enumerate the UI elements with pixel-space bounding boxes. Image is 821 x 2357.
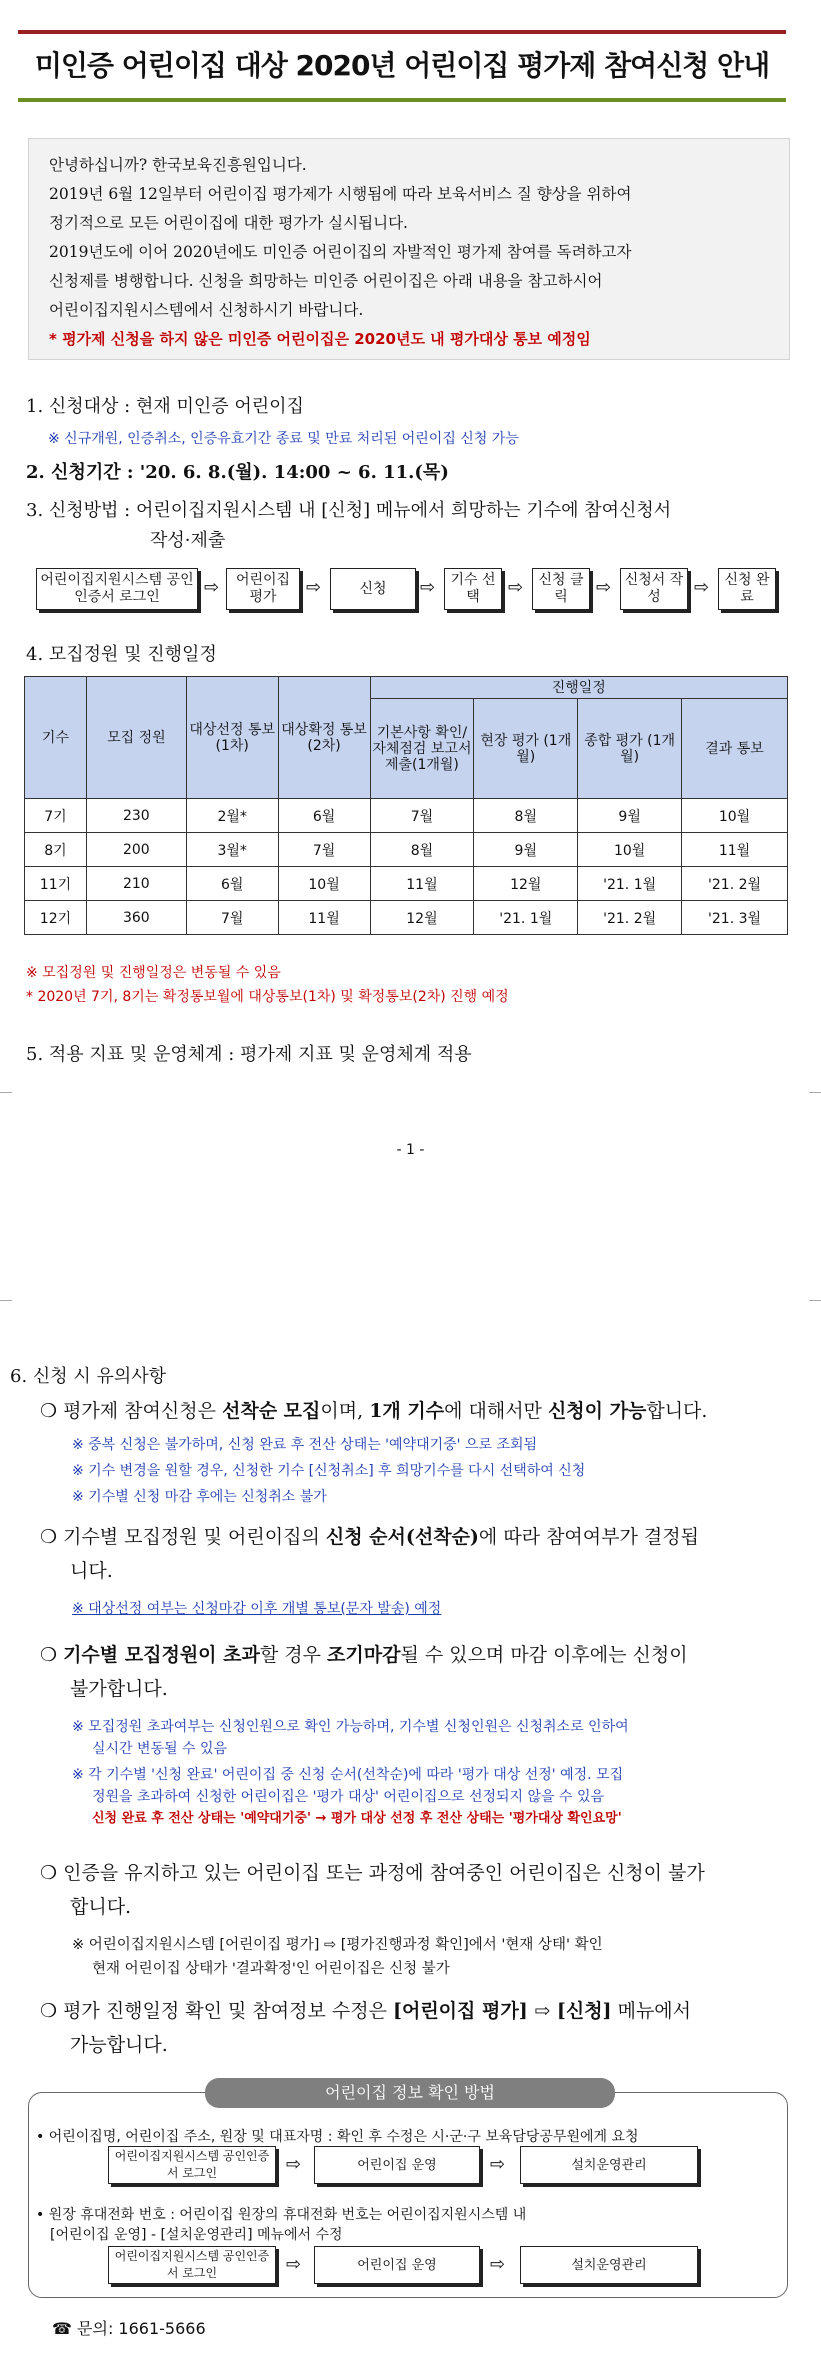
arrow-icon: ⇨ — [286, 2254, 302, 2275]
flow-step-apply: 신청 — [330, 568, 416, 610]
table-cell: 210 — [86, 867, 186, 901]
notice-1-note: ※ 중복 신청은 불가하며, 신청 완료 후 전산 상태는 '예약대기중' 으로 조회됨 — [72, 1437, 538, 1453]
header-notify-2: 대상확정 통보(2차) — [278, 677, 370, 799]
section-5-heading: 5. 적용 지표 및 운영체계 : 평가제 지표 및 운영체계 적용 — [26, 1044, 472, 1065]
table-cell: 7월 — [370, 799, 474, 833]
table-cell: 12월 — [370, 901, 474, 935]
table-cell: 2월* — [186, 799, 278, 833]
notice-item-5: ❍ 평가 진행일정 확인 및 참여정보 수정은 [어린이집 평가] ⇨ [신청] 메뉴에서 — [40, 2000, 692, 2022]
table-cell: 10월 — [682, 799, 788, 833]
notice-3-status-note: 신청 완료 후 전산 상태는 '예약대기중' → 평가 대상 선정 후 전산 상태는 '평가대상 확인요망' — [92, 1811, 622, 1826]
table-cell: 11월 — [682, 833, 788, 867]
contact-line — [52, 2316, 206, 2339]
page-corner-mark — [0, 1300, 12, 1301]
arrow-icon: ⇨ — [694, 577, 710, 598]
flow-step-write: 신청서 작성 — [620, 568, 688, 610]
arrow-icon: ⇨ — [286, 2154, 302, 2175]
notice-item-4-cont: 합니다. — [70, 1896, 132, 1918]
intro-note: * 평가제 신청을 하지 않은 미인증 어린이집은 2020년도 내 평가대상 통보 예정임 — [49, 330, 591, 348]
schedule-table — [24, 676, 788, 935]
flow-step-click: 신청 클릭 — [532, 568, 590, 610]
notice-2-note: ※ 대상선정 여부는 신청마감 이후 개별 통보(문자 발송) 예정 — [72, 1601, 442, 1617]
section-1-note: ※ 신규개원, 인증취소, 인증유효기간 종료 및 만료 처리된 어린이집 신청 가능 — [48, 431, 519, 447]
page-title: 미인증 어린이집 대상 2020년 어린이집 평가제 참여신청 안내 — [34, 49, 770, 82]
table-cell: '21. 2월 — [578, 901, 682, 935]
notice-3-note: 실시간 변동될 수 있음 — [92, 1741, 228, 1757]
table-cell: '21. 2월 — [682, 867, 788, 901]
page-corner-mark — [809, 1092, 821, 1093]
circle-bullet-icon: ❍ — [40, 1526, 64, 1548]
circle-bullet-icon: ❍ — [40, 1644, 64, 1666]
notice-item-5-cont: 가능합니다. — [70, 2034, 168, 2056]
header-capacity: 모집 정원 — [86, 677, 186, 799]
section-4-heading: 4. 모집정원 및 진행일정 — [26, 644, 217, 665]
table-cell: 11기 — [25, 867, 87, 901]
table-cell: 7월 — [186, 901, 278, 935]
header-schedule: 진행일정 — [370, 677, 788, 699]
table-cell: 8월 — [474, 799, 578, 833]
arrow-icon: ⇨ — [596, 577, 612, 598]
intro-line: 신청제를 병행합니다. 신청을 희망하는 미인증 어린이집은 아래 내용을 참고하시어 — [49, 272, 603, 290]
notice-item-3-cont: 불가합니다. — [70, 1678, 168, 1700]
panel-flow-management: 설치운영관리 — [520, 2246, 698, 2284]
table-cell: 9월 — [474, 833, 578, 867]
circle-bullet-icon: ❍ — [40, 1400, 64, 1422]
page-corner-mark — [0, 1092, 12, 1093]
table-cell: 230 — [86, 799, 186, 833]
notice-1-note: ※ 기수별 신청 마감 후에는 신청취소 불가 — [72, 1489, 327, 1505]
bullet-icon: • — [36, 2129, 45, 2145]
table-cell: 6월 — [278, 799, 370, 833]
intro-line: 2019년 6월 12일부터 어린이집 평가제가 시행됨에 따라 보육서비스 질 향상을 위하여 — [49, 185, 632, 203]
table-cell: 10월 — [278, 867, 370, 901]
table-cell: 10월 — [578, 833, 682, 867]
header-overall-eval: 종합 평가 (1개월) — [578, 699, 682, 799]
section-6-heading: 6. 신청 시 유의사항 — [10, 1366, 167, 1387]
table-row — [25, 867, 788, 901]
table-cell: 6월 — [186, 867, 278, 901]
schedule-note-1: ※ 모집정원 및 진행일정은 변동될 수 있음 — [26, 965, 281, 981]
notice-item-3: ❍ 기수별 모집정원이 초과할 경우 조기마감될 수 있으며 마감 이후에는 신청이 — [40, 1644, 688, 1666]
table-cell: '21. 1월 — [578, 867, 682, 901]
notice-1-note: ※ 기수 변경을 원할 경우, 신청한 기수 [신청취소] 후 희망기수를 다시 선택하여 신청 — [72, 1463, 586, 1479]
circle-bullet-icon: ❍ — [40, 2000, 64, 2022]
arrow-icon: ⇨ — [420, 577, 436, 598]
flow-step-login: 어린이집지원시스템 공인인증서 로그인 — [36, 568, 198, 610]
intro-line: 2019년도에 이어 2020년에도 미인증 어린이집의 자발적인 평가제 참여를 독려하고자 — [49, 243, 632, 261]
circle-bullet-icon: ❍ — [40, 1862, 64, 1884]
notice-3-note: 정원을 초과하여 신청한 어린이집은 '평가 대상' 어린이집으로 선정되지 않을 수 있음 — [92, 1789, 605, 1805]
intro-line: 정기적으로 모든 어린이집에 대한 평가가 실시됩니다. — [49, 214, 408, 232]
table-cell: 8월 — [370, 833, 474, 867]
table-cell: 3월* — [186, 833, 278, 867]
table-row — [25, 833, 788, 867]
flow-step-select-term: 기수 선택 — [444, 568, 502, 610]
arrow-icon: ⇨ — [204, 577, 220, 598]
page-corner-mark — [809, 1300, 821, 1301]
intro-box — [28, 138, 790, 360]
arrow-icon: ⇨ — [490, 2254, 506, 2275]
panel-item-1: • 어린이집명, 어린이집 주소, 원장 및 대표자명 : 확인 후 수정은 시·군·구 보육담당공무원에게 요청 — [36, 2129, 639, 2145]
arrow-icon: ⇨ — [508, 577, 524, 598]
section-2-heading: 2. 신청기간 : '20. 6. 8.(월). 14:00 ~ 6. 11.(목) — [26, 462, 449, 483]
flow-step-done: 신청 완료 — [718, 568, 776, 610]
phone-icon: ☎ — [52, 2319, 72, 2338]
table-cell: 12월 — [474, 867, 578, 901]
notice-4-note: 현재 어린이집 상태가 '결과확정'인 어린이집은 신청 불가 — [92, 1961, 450, 1977]
arrow-icon: ⇨ — [490, 2154, 506, 2175]
panel-flow-operation: 어린이집 운영 — [314, 2246, 480, 2284]
intro-line: 어린이집지원시스템에서 신청하시기 바랍니다. — [49, 301, 364, 319]
table-cell: 9월 — [578, 799, 682, 833]
table-cell: 7월 — [278, 833, 370, 867]
header-result: 결과 통보 — [682, 699, 788, 799]
section-3-heading-cont: 작성·제출 — [150, 530, 226, 551]
header-self-check: 기본사항 확인/ 자체점검 보고서 제출(1개월) — [370, 699, 474, 799]
panel-flow-management: 설치운영관리 — [520, 2146, 698, 2184]
header-notify-1: 대상선정 통보(1차) — [186, 677, 278, 799]
panel-flow-operation: 어린이집 운영 — [314, 2146, 480, 2184]
schedule-note-2: * 2020년 7기, 8기는 확정통보월에 대상통보(1차) 및 확정통보(2차) 진행 예정 — [26, 989, 509, 1005]
notice-item-1: ❍ 평가제 참여신청은 선착순 모집이며, 1개 기수에 대해서만 신청이 가능합니다. — [40, 1400, 708, 1422]
bullet-icon: • — [36, 2207, 45, 2223]
table-cell: 360 — [86, 901, 186, 935]
notice-item-4: ❍ 인증을 유지하고 있는 어린이집 또는 과정에 참여중인 어린이집은 신청이 불가 — [40, 1862, 705, 1884]
table-cell: 200 — [86, 833, 186, 867]
table-row — [25, 799, 788, 833]
section-1-heading: 1. 신청대상 : 현재 미인증 어린이집 — [26, 396, 304, 417]
table-cell: '21. 3월 — [682, 901, 788, 935]
panel-flow-login: 어린이집지원시스템 공인인증서 로그인 — [108, 2146, 276, 2184]
panel-flow-login: 어린이집지원시스템 공인인증서 로그인 — [108, 2246, 276, 2284]
table-cell: 8기 — [25, 833, 87, 867]
header-term: 기수 — [25, 677, 87, 799]
notice-4-note: ※ 어린이집지원시스템 [어린이집 평가] ⇨ [평가진행과정 확인]에서 '현재 상태' 확인 — [72, 1937, 603, 1953]
table-cell: 11월 — [278, 901, 370, 935]
table-row — [25, 901, 788, 935]
info-check-panel-title: 어린이집 정보 확인 방법 — [205, 2078, 615, 2108]
notice-3-note: ※ 각 기수별 '신청 완료' 어린이집 중 신청 순서(선착순)에 따라 '평가 대상 선정' 예정. 모집 — [72, 1767, 624, 1783]
table-cell: 12기 — [25, 901, 87, 935]
contact-text: 문의: 1661-5666 — [77, 2319, 206, 2338]
flow-step-eval: 어린이집 평가 — [226, 568, 300, 610]
arrow-icon: ⇨ — [306, 577, 322, 598]
intro-line: 안녕하십니까? 한국보육진흥원입니다. — [49, 156, 307, 174]
notice-item-2-cont: 니다. — [70, 1560, 113, 1582]
table-cell: '21. 1월 — [474, 901, 578, 935]
panel-item-2: • 원장 휴대전화 번호 : 어린이집 원장의 휴대전화 번호는 어린이집지원시스템 내 — [36, 2207, 527, 2223]
page-number: - 1 - — [396, 1142, 425, 1158]
panel-item-2-cont: [어린이집 운영] - [설치운영관리] 메뉴에서 수정 — [50, 2227, 343, 2243]
table-cell: 7기 — [25, 799, 87, 833]
table-cell: 11월 — [370, 867, 474, 901]
notice-item-2: ❍ 기수별 모집정원 및 어린이집의 신청 순서(선착순)에 따라 참여여부가 결정됩 — [40, 1526, 699, 1548]
section-3-heading: 3. 신청방법 : 어린이집지원시스템 내 [신청] 메뉴에서 희망하는 기수에 참여신청서 — [26, 500, 672, 521]
header-field-eval: 현장 평가 (1개월) — [474, 699, 578, 799]
title-bar — [18, 30, 786, 102]
notice-3-note: ※ 모집정원 초과여부는 신청인원으로 확인 가능하며, 기수별 신청인원은 신청취소로 인하여 — [72, 1719, 629, 1735]
